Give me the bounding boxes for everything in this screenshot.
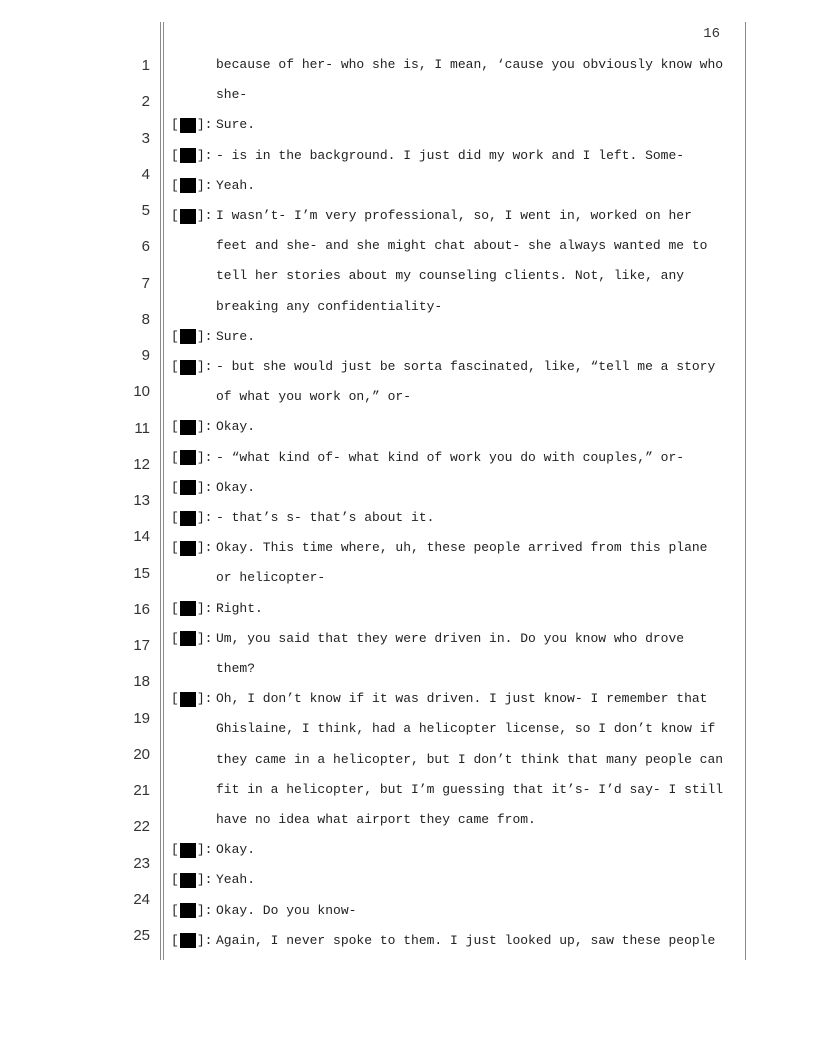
redacted-name-block (180, 631, 196, 646)
transcript-line (0, 840, 816, 860)
transcript-text: tell her stories about my counseling clients. Not, like, any (216, 268, 685, 284)
transcript-text: Okay. (216, 479, 256, 495)
transcript-line (0, 85, 816, 105)
transcript-line (0, 417, 816, 437)
transcript-line (0, 115, 816, 135)
redacted-name-block (180, 329, 196, 344)
line-number: 3 (141, 129, 150, 147)
line-number: 21 (133, 782, 150, 799)
transcript-text: - is in the background. I just did my work and I left. Some- (216, 147, 685, 163)
transcript-text: have no idea what airport they came from. (216, 812, 536, 827)
line-number: 15 (133, 564, 150, 582)
line-number: 18 (133, 673, 150, 691)
transcript-line (0, 146, 816, 166)
speaker-label: [ ]: (171, 540, 213, 556)
transcript-line (0, 176, 816, 196)
transcript-text: or helicopter- (216, 570, 326, 586)
transcript-text: Okay. (216, 419, 256, 435)
transcript-line (0, 297, 816, 317)
transcript-text: Okay. This time where, uh, these people arrived from this plane (216, 540, 708, 556)
line-number: 22 (133, 818, 150, 836)
page-number: 16 (703, 26, 720, 42)
transcript-text: Okay. Do you know- (216, 902, 357, 918)
transcript-line (0, 599, 816, 619)
redacted-name-block (180, 692, 196, 707)
transcript-line (0, 327, 816, 347)
line-number: 7 (141, 274, 150, 292)
speaker-label: [ ]: (171, 932, 213, 948)
redacted-name-block (180, 511, 196, 526)
line-number: 19 (133, 709, 150, 727)
transcript-text: Yeah. (216, 872, 256, 888)
transcript-line (0, 659, 816, 679)
transcript-text: feet and she- and she might chat about- she always wanted me to (216, 238, 708, 254)
transcript-text: Um, you said that they were driven in. Do you know who drove (216, 630, 685, 646)
redacted-name-block (180, 420, 196, 435)
line-number: 6 (141, 238, 150, 256)
speaker-label: [ ]: (171, 359, 213, 374)
transcript-text: Okay. (216, 842, 256, 858)
redacted-name-block (180, 933, 196, 948)
redacted-name-block (180, 360, 196, 375)
transcript-line (0, 750, 816, 770)
line-number: 9 (141, 347, 150, 364)
transcript-text: Sure. (216, 328, 256, 344)
transcript-text: - but she would just be sorta fascinated, like, “tell me a story (216, 359, 716, 374)
transcript-line (0, 538, 816, 558)
transcript-line (0, 901, 816, 921)
transcript-line (0, 236, 816, 256)
transcript-line (0, 568, 816, 588)
redacted-name-block (180, 148, 196, 163)
transcript-line (0, 206, 816, 226)
transcript-text: I wasn’t- I’m very professional, so, I went in, worked on her (216, 208, 692, 223)
transcript-text: them? (216, 661, 256, 676)
speaker-label: [ ]: (171, 208, 213, 223)
line-number: 14 (133, 528, 150, 546)
transcript-text: of what you work on,” or- (216, 389, 412, 405)
speaker-label: [ ]: (171, 419, 213, 435)
transcript-text: Ghislaine, I think, had a helicopter license, so I don’t know if (216, 721, 716, 737)
line-number: 5 (141, 202, 150, 219)
transcript-text: - that’s s- that’s about it. (216, 510, 435, 525)
transcript-line (0, 931, 816, 951)
transcript-line (0, 689, 816, 709)
line-number: 11 (134, 419, 150, 437)
redacted-name-block (180, 118, 196, 133)
line-number: 23 (133, 854, 150, 872)
line-number: 13 (133, 492, 150, 509)
speaker-label: [ ]: (171, 842, 213, 858)
line-number: 12 (133, 455, 150, 473)
transcript-text: Again, I never spoke to them. I just looked up, saw these people (216, 932, 716, 948)
redacted-name-block (180, 541, 196, 556)
redacted-name-block (180, 843, 196, 858)
speaker-label: [ ]: (171, 691, 213, 707)
transcript-line (0, 629, 816, 649)
transcript-line (0, 478, 816, 498)
speaker-label: [ ]: (171, 449, 213, 465)
speaker-label: [ ]: (171, 630, 213, 646)
redacted-name-block (180, 178, 196, 193)
transcript-text: they came in a helicopter, but I don’t think that many people can (216, 751, 724, 767)
speaker-label: [ ]: (171, 872, 213, 888)
transcript-text: because of her- who she is, I mean, ‘cause you obviously know who (216, 57, 724, 72)
line-number: 10 (133, 383, 150, 401)
line-number: 17 (133, 637, 150, 654)
transcript-text: fit in a helicopter, but I’m guessing that it’s- I’d say- I still (216, 781, 724, 797)
transcript-line (0, 810, 816, 830)
speaker-label: [ ]: (171, 177, 213, 193)
transcript-text: Right. (216, 600, 263, 616)
transcript-text: - “what kind of- what kind of work you do with couples,” or- (216, 449, 685, 465)
transcript-line (0, 508, 816, 528)
line-number: 1 (141, 57, 150, 74)
transcript-text: Oh, I don’t know if it was driven. I just know- I remember that (216, 691, 708, 707)
line-number: 24 (133, 890, 150, 908)
speaker-label: [ ]: (171, 328, 213, 344)
transcript-line (0, 870, 816, 890)
line-number: 16 (133, 600, 150, 618)
speaker-label: [ ]: (171, 902, 213, 918)
line-number: 4 (141, 165, 150, 183)
transcript-text: she- (216, 87, 248, 103)
line-number: 2 (141, 93, 150, 111)
speaker-label: [ ]: (171, 510, 213, 525)
transcript-text: Sure. (216, 117, 256, 133)
transcript-line (0, 357, 816, 377)
redacted-name-block (180, 601, 196, 616)
redacted-name-block (180, 873, 196, 888)
redacted-name-block (180, 480, 196, 495)
transcript-line (0, 719, 816, 739)
line-number: 25 (133, 927, 150, 944)
transcript-line (0, 780, 816, 800)
speaker-label: [ ]: (171, 147, 213, 163)
redacted-name-block (180, 450, 196, 465)
line-number: 20 (133, 745, 150, 763)
speaker-label: [ ]: (171, 600, 213, 616)
transcript-text: breaking any confidentiality- (216, 298, 443, 314)
speaker-label: [ ]: (171, 479, 213, 495)
transcript-line (0, 55, 816, 75)
transcript-text: Yeah. (216, 177, 256, 193)
redacted-name-block (180, 209, 196, 224)
redacted-name-block (180, 903, 196, 918)
line-number: 8 (141, 310, 150, 328)
speaker-label: [ ]: (171, 117, 213, 133)
transcript-line (0, 448, 816, 468)
transcript-line (0, 266, 816, 286)
transcript-line (0, 387, 816, 407)
